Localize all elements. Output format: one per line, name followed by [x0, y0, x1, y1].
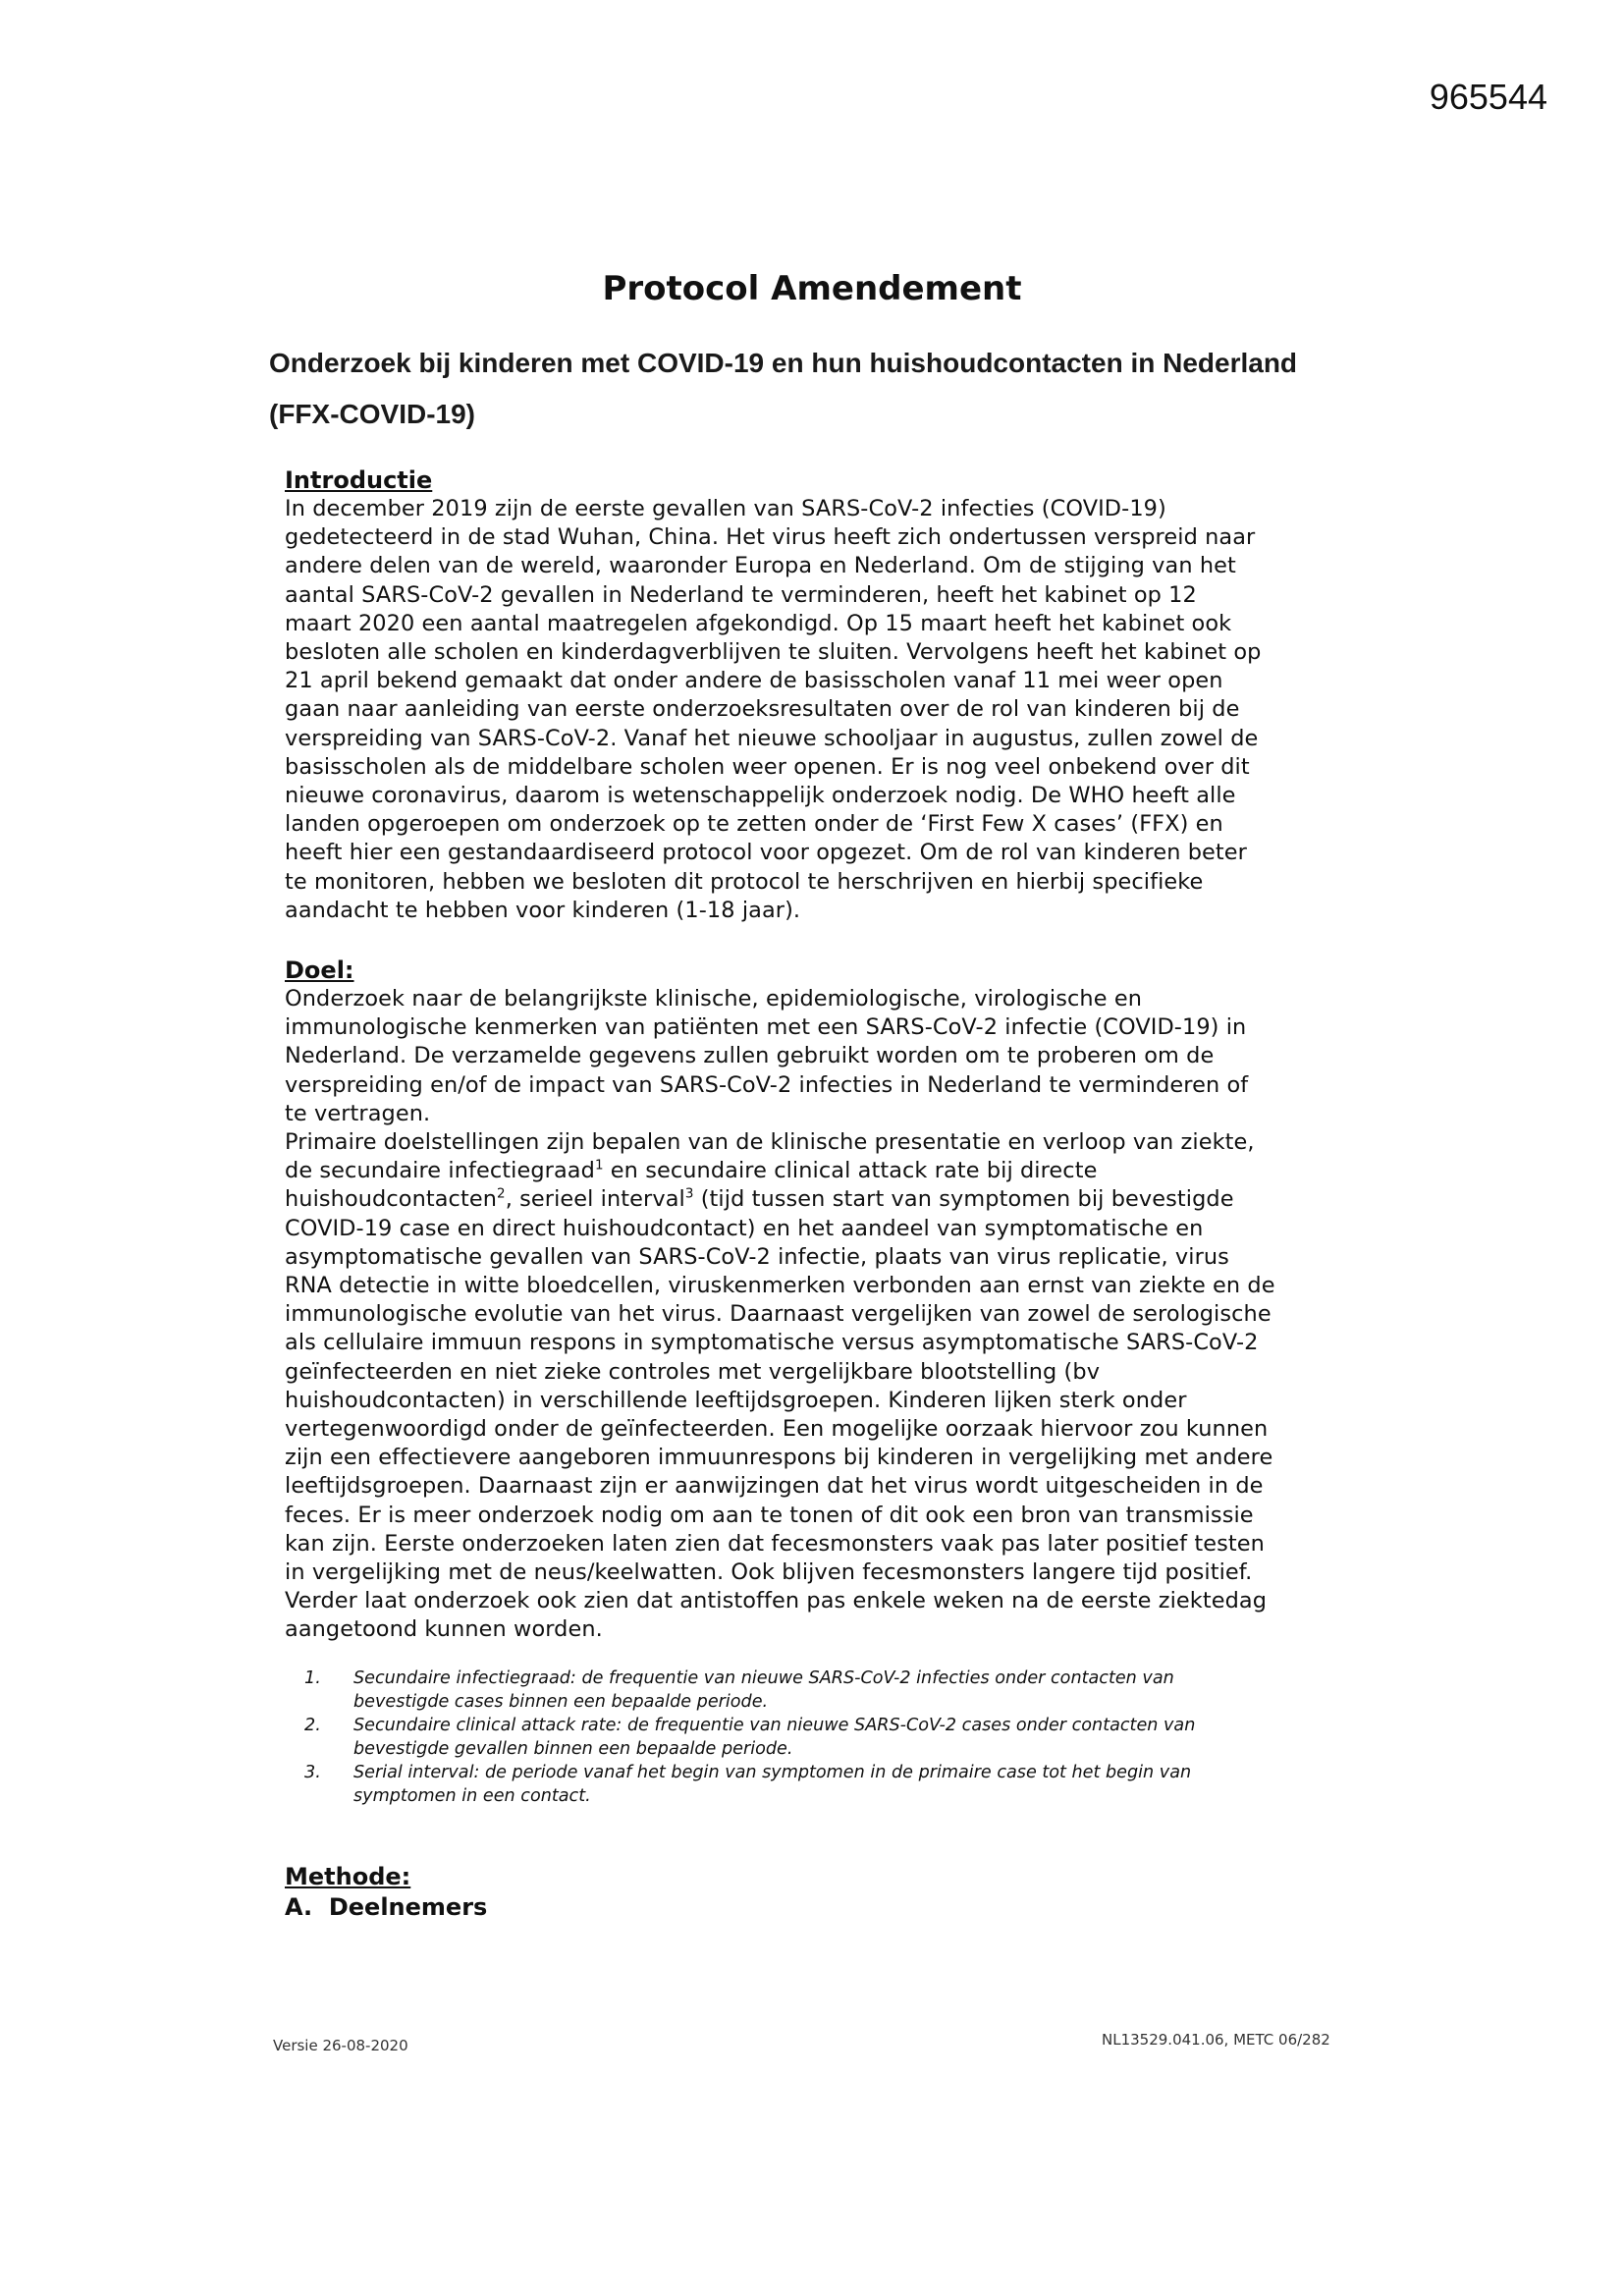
text-line: RNA detectie in witte bloedcellen, viruskenmerken verbonden aan ernst van ziekte en de: [285, 1273, 1275, 1299]
text-fragment: huishoudcontacten: [285, 1186, 498, 1213]
subtitle-line-2: (FFX-COVID-19): [269, 399, 475, 429]
text-line: basisscholen als de middelbare scholen weer openen. Er is nog veel onbekend over dit: [285, 753, 1250, 780]
text-line: andere delen van de wereld, waaronder Europa en Nederland. Om de stijging van het: [285, 553, 1236, 579]
text-line: feces. Er is meer onderzoek nodig om aan te tonen of dit ook een bron van transmissie: [285, 1502, 1254, 1528]
footnote-ref: 1: [594, 1158, 604, 1174]
section-body: [285, 495, 1350, 925]
footnote-number: 2.: [304, 1716, 321, 1735]
subsection-heading: A. Deelnemers: [285, 1893, 488, 1921]
page-title: Protocol Amendement: [602, 269, 1022, 308]
text-line: Onderzoek naar de belangrijkste klinische, epidemiologische, virologische en: [285, 986, 1142, 1011]
footer-reference: NL13529.041.06, METC 06/282: [1102, 2031, 1330, 2049]
section-heading: Methode:: [285, 1863, 411, 1890]
footnote-ref: 3: [684, 1186, 694, 1202]
section-methode: [285, 1862, 1350, 1923]
text-line: verspreiding van SARS-CoV-2. Vanaf het nieuwe schooljaar in augustus, zullen zowel de: [285, 725, 1259, 751]
subtitle-line-1: Onderzoek bij kinderen met COVID-19 en hun huishoudcontacten in Nederland: [269, 348, 1298, 378]
section-heading: Doel:: [285, 957, 354, 984]
text-line: te monitoren, hebben we besloten dit protocol te herschrijven en hierbij specifieke: [285, 868, 1204, 895]
text-line: gaan naar aanleiding van eerste onderzoeksresultaten over de rol van kinderen bij de: [285, 696, 1240, 723]
footnote-number: 3.: [304, 1763, 321, 1782]
text-line: in vergelijking met de neus/keelwatten. Ook blijven fecesmonsters langere tijd positief.: [285, 1559, 1253, 1586]
footnotes-list: [304, 1667, 1296, 1809]
text-line: zijn een effectievere aangeboren immuunrespons bij kinderen in vergelijking met andere: [285, 1445, 1273, 1471]
text-line: nieuwe coronavirus, daarom is wetenschappelijk onderzoek nodig. De WHO heeft alle: [285, 783, 1236, 809]
text-line: als cellulaire immuun respons in symptomatische versus asymptomatische SARS-CoV-2: [285, 1330, 1259, 1356]
text-line: immunologische kenmerken van patiënten met een SARS-CoV-2 infectie (COVID-19) in: [285, 1014, 1247, 1041]
text-line: leeftijdsgroepen. Daarnaast zijn er aanwijzingen dat het virus wordt uitgescheiden in de: [285, 1473, 1264, 1500]
text-fragment: , serieel interval: [505, 1186, 685, 1213]
text-line: vertegenwoordigd onder de geïnfecteerden. Een mogelijke oorzaak hiervoor zou kunnen: [285, 1416, 1269, 1443]
text-line: verspreiding en/of de impact van SARS-CoV-2 infecties in Nederland te verminderen of: [285, 1071, 1249, 1098]
text-line: geïnfecteerden en niet zieke controles met vergelijkbare blootstelling (bv: [285, 1358, 1101, 1385]
footnote-text: [353, 1715, 1296, 1761]
section-heading: Introductie: [285, 466, 433, 494]
text-line: Primaire doelstellingen zijn bepalen van de klinische presentatie en verloop van ziekte,: [285, 1129, 1255, 1156]
footnote-line: bevestigde gevallen binnen een bepaalde periode.: [353, 1738, 793, 1759]
text-line: maart 2020 een aantal maatregelen afgekondigd. Op 15 maart heeft het kabinet ook: [285, 610, 1232, 636]
text-line: aantal SARS-CoV-2 gevallen in Nederland te verminderen, heeft het kabinet op 12: [285, 581, 1197, 608]
text-line: gedetecteerd in de stad Wuhan, China. Het virus heeft zich ondertussen verspreid naar: [285, 524, 1256, 551]
section-introductie: [285, 465, 1350, 925]
text-line: besloten alle scholen en kinderdagverblijven te sluiten. Vervolgens heeft het kabinet op: [285, 639, 1262, 666]
footnote-number: 1.: [304, 1668, 321, 1688]
footnote-text: [353, 1667, 1296, 1714]
footnote-line: symptomen in een contact.: [353, 1785, 591, 1806]
text-line: [285, 1185, 1350, 1214]
footnote-line: bevestigde cases binnen een bepaalde periode.: [353, 1691, 769, 1712]
page-subtitle: [269, 338, 1369, 440]
footnote-line: Secundaire infectiegraad: de frequentie van nieuwe SARS-CoV-2 infecties onder contacten van: [353, 1668, 1174, 1688]
document-id: 965544: [1429, 77, 1547, 117]
text-line: aangetoond kunnen worden.: [285, 1616, 603, 1643]
footnote-ref: 2: [497, 1186, 506, 1202]
text-line: aandacht te hebben voor kinderen (1-18 jaar).: [285, 897, 801, 923]
text-line: heeft hier een gestandaardiseerd protocol voor opgezet. Om de rol van kinderen beter: [285, 840, 1247, 866]
text-line: te vertragen.: [285, 1100, 431, 1126]
footnote-item: [304, 1762, 1296, 1808]
text-fragment: (tijd tussen start van symptomen bij bevestigde: [693, 1186, 1234, 1213]
text-line: kan zijn. Eerste onderzoeken laten zien dat fecesmonsters vaak pas later positief testen: [285, 1530, 1265, 1557]
footer-version: Versie 26-08-2020: [273, 2037, 408, 2054]
text-line: COVID-19 case en direct huishoudcontact) en het aandeel van symptomatische en: [285, 1215, 1204, 1241]
section-body: [285, 985, 1350, 1645]
text-line: immunologische evolutie van het virus. Daarnaast vergelijken van zowel de serologische: [285, 1301, 1272, 1328]
footnote-line: Secundaire clinical attack rate: de frequentie van nieuwe SARS-CoV-2 cases onder contacten van: [353, 1716, 1196, 1735]
text-line: In december 2019 zijn de eerste gevallen van SARS-CoV-2 infecties (COVID-19): [285, 496, 1166, 521]
text-line: Verder laat onderzoek ook zien dat antistoffen pas enkele weken na de eerste ziektedag: [285, 1588, 1268, 1614]
text-fragment: de secundaire infectiegraad: [285, 1158, 595, 1184]
footnote-text: [353, 1762, 1296, 1808]
text-line: landen opgeroepen om onderzoek op te zetten onder de ‘First Few X cases’ (FFX) en: [285, 811, 1223, 838]
text-fragment: en secundaire clinical attack rate bij directe: [603, 1158, 1098, 1184]
footnote-line: Serial interval: de periode vanaf het begin van symptomen in de primaire case tot het begin van: [353, 1763, 1192, 1782]
text-line: Nederland. De verzamelde gegevens zullen gebruikt worden om te proberen om de: [285, 1043, 1215, 1069]
text-line: 21 april bekend gemaakt dat onder andere de basisscholen vanaf 11 mei weer open: [285, 668, 1223, 694]
text-line: huishoudcontacten) in verschillende leeftijdsgroepen. Kinderen lijken sterk onder: [285, 1387, 1187, 1413]
text-line: asymptomatische gevallen van SARS-CoV-2 infectie, plaats van virus replicatie, virus: [285, 1243, 1229, 1270]
footnote-item: [304, 1715, 1296, 1761]
section-doel: [285, 956, 1350, 1645]
footnote-item: [304, 1667, 1296, 1714]
text-line: [285, 1157, 1350, 1185]
